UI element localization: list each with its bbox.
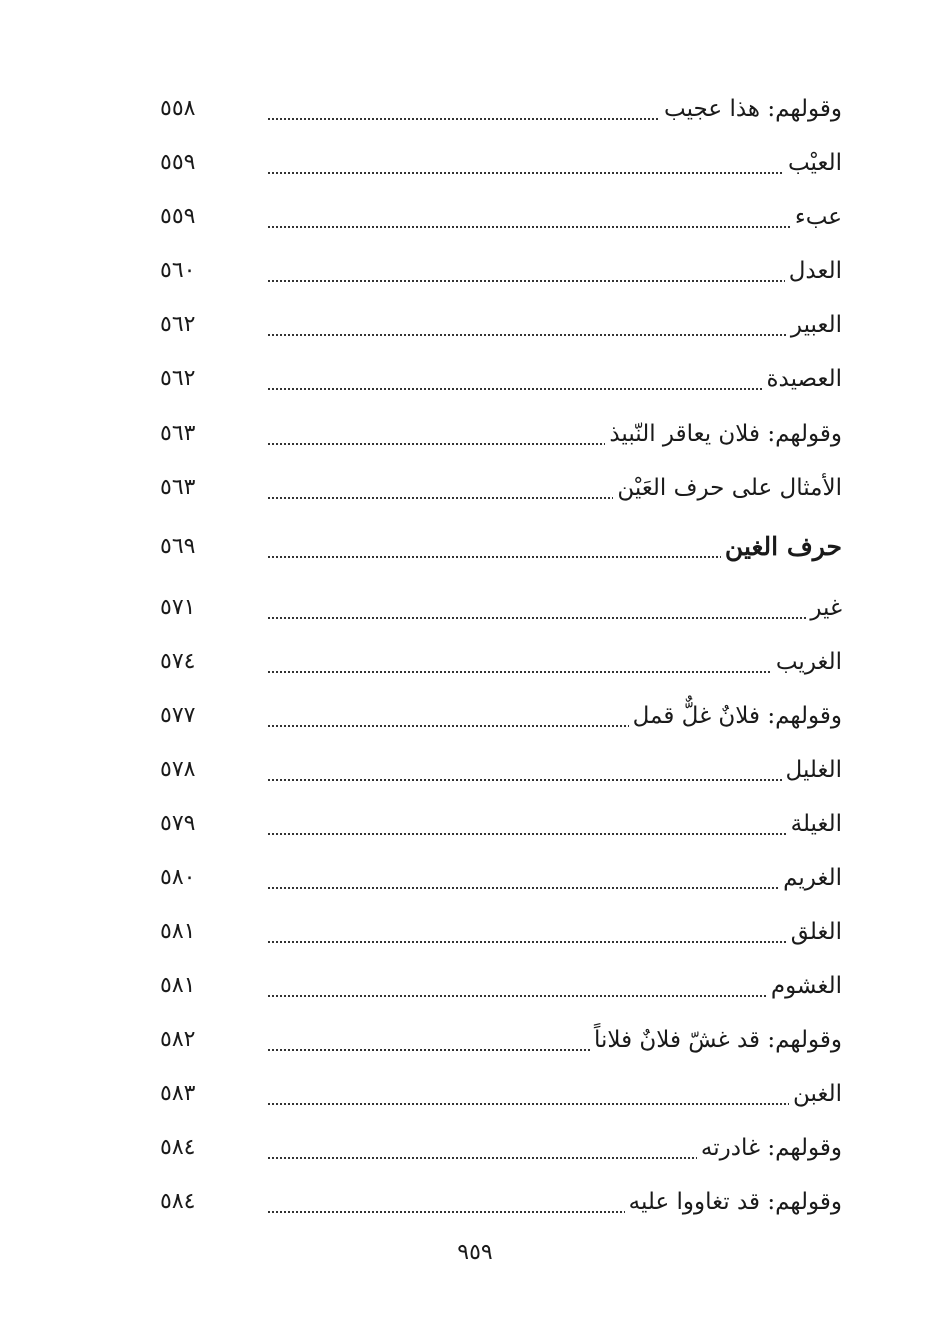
- toc-entry: [160, 142, 850, 182]
- dot-leader: [268, 617, 842, 619]
- entry-title: الغلق: [787, 917, 842, 947]
- page-number: ٥٧١: [160, 595, 196, 620]
- toc-entry: [160, 1181, 850, 1221]
- dot-leader: [268, 833, 842, 835]
- entry-title: الأمثال على حرف العَيْن: [613, 473, 842, 503]
- entry-title: وقولهم: قد غشّ فلانٌ فلاناً: [590, 1025, 842, 1055]
- dot-leader: [268, 334, 842, 336]
- toc-entry: [160, 749, 850, 789]
- entry-title: الغليل: [782, 755, 842, 785]
- dot-leader: [268, 779, 842, 781]
- entry-title: الغبن: [789, 1079, 842, 1109]
- entry-title: وقولهم: قد تغاووا عليه: [625, 1187, 842, 1217]
- page-number: ٥٨١: [160, 919, 196, 944]
- page-number: ٥٨١: [160, 973, 196, 998]
- footer-page-number: ٩٥٩: [457, 1240, 493, 1265]
- dot-leader: [268, 1103, 842, 1105]
- entry-title: الغيلة: [787, 809, 842, 839]
- entry-title: وقولهم: هذا عجيب: [660, 94, 842, 124]
- toc-entry: [160, 695, 850, 735]
- toc-entry: [160, 965, 850, 1005]
- toc-entry: [160, 467, 850, 507]
- page-number: ٥٨٠: [160, 865, 196, 890]
- entry-title: الغريب: [772, 647, 842, 677]
- toc-entry: [160, 88, 850, 128]
- page-number: ٥٧٨: [160, 757, 196, 782]
- entry-title: العيْب: [784, 148, 842, 178]
- toc-entry: [160, 1019, 850, 1059]
- page-number: ٥٥٩: [160, 150, 196, 175]
- page-number: ٥٦٠: [160, 258, 196, 283]
- toc-entry: [160, 196, 850, 236]
- toc-entry: [160, 1073, 850, 1113]
- toc-entry: [160, 304, 850, 344]
- toc-entry: [160, 250, 850, 290]
- page-number: ٥٧٧: [160, 703, 196, 728]
- page-number: ٥٦٣: [160, 421, 196, 446]
- page-number: ٥٧٩: [160, 811, 196, 836]
- dot-leader: [268, 671, 842, 673]
- section-heading: حرف الغين: [721, 532, 842, 562]
- page-number: ٥٥٩: [160, 204, 196, 229]
- entry-title: عبء: [791, 202, 842, 232]
- page-number: ٥٨٢: [160, 1027, 196, 1052]
- toc-entry: [160, 803, 850, 843]
- page-number: ٥٨٤: [160, 1135, 196, 1160]
- entry-title: غير: [806, 593, 842, 623]
- dot-leader: [268, 226, 842, 228]
- page-number: ٥٧٤: [160, 649, 196, 674]
- page-number: ٥٦٣: [160, 475, 196, 500]
- page-number: ٥٦٢: [160, 312, 196, 337]
- entry-title: العصيدة: [762, 364, 842, 394]
- dot-leader: [268, 388, 842, 390]
- toc-section-heading: [160, 526, 850, 566]
- toc-entry: [160, 857, 850, 897]
- entry-title: الغشوم: [767, 971, 842, 1001]
- entry-title: العدل: [785, 256, 842, 286]
- page-number: ٥٦٩: [160, 534, 196, 559]
- entry-title: وقولهم: غادرته: [697, 1133, 842, 1163]
- toc-entry: [160, 1127, 850, 1167]
- entry-title: وقولهم: فلانٌ غلٌّ قمل: [629, 701, 842, 731]
- toc-entry: [160, 587, 850, 627]
- dot-leader: [268, 280, 842, 282]
- toc-entry: [160, 358, 850, 398]
- page-number: ٥٨٣: [160, 1081, 196, 1106]
- page-number: ٥٥٨: [160, 96, 196, 121]
- toc-entry: [160, 413, 850, 453]
- page-number: ٥٨٤: [160, 1189, 196, 1214]
- dot-leader: [268, 941, 842, 943]
- dot-leader: [268, 887, 842, 889]
- toc-entry: [160, 641, 850, 681]
- entry-title: العبير: [787, 310, 842, 340]
- entry-title: الغريم: [779, 863, 842, 893]
- entry-title: وقولهم: فلان يعاقر النّبيذ: [605, 419, 842, 449]
- dot-leader: [268, 172, 842, 174]
- toc-entry: [160, 911, 850, 951]
- page-number: ٥٦٢: [160, 366, 196, 391]
- dot-leader: [268, 995, 842, 997]
